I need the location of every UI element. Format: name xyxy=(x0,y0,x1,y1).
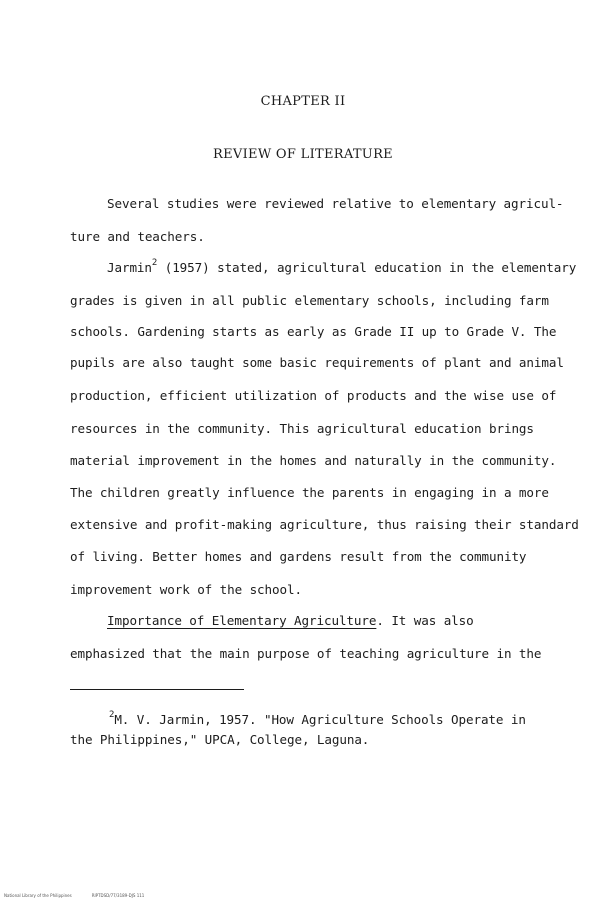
paragraph-1-line-2: ture and teachers. xyxy=(70,229,205,244)
archive-library-name: National Library of the Philippines xyxy=(4,893,72,898)
section-heading-importance: Importance of Elementary Agriculture xyxy=(107,613,377,628)
paragraph-3-line-1 xyxy=(107,613,474,628)
paragraph-2-line-4: pupils are also taught some basic requirements of plant and animal xyxy=(70,355,564,370)
paragraph-2-line-5: production, efficient utilization of products and the wise use of xyxy=(70,388,557,403)
chapter-title: CHAPTER II xyxy=(260,94,346,109)
footnote-mark: 2 xyxy=(109,710,115,720)
paragraph-2-line-1-text: (1957) stated, agricultural education in the elementary xyxy=(157,260,577,275)
footnote-reference-mark: 2 xyxy=(151,258,158,268)
paragraph-2-line-8: The children greatly influence the parents in engaging in a more xyxy=(70,485,549,500)
paragraph-2-line-7: material improvement in the homes and naturally in the community. xyxy=(70,453,557,468)
footnote-citation: M. V. Jarmin, 1957. "How Agriculture Schools Operate in xyxy=(114,712,526,727)
footnote-separator xyxy=(70,689,244,690)
archive-code: RIPTDSD/77/3189-DJS 111 xyxy=(91,893,145,898)
paragraph-2-line-1 xyxy=(107,260,576,275)
archive-footer xyxy=(4,893,144,898)
paragraph-2-line-2: grades is given in all public elementary schools, including farm xyxy=(70,293,549,308)
paragraph-2-line-3: schools. Gardening starts as early as Grade II up to Grade V. The xyxy=(70,324,557,339)
paragraph-3-line-1-text: It was also xyxy=(383,613,474,628)
paragraph-2-line-6: resources in the community. This agricultural education brings xyxy=(70,421,534,436)
paragraph-2-line-10: of living. Better homes and gardens result from the community xyxy=(70,549,527,564)
chapter-subtitle: REVIEW OF LITERATURE xyxy=(213,147,393,162)
paragraph-2-line-11: improvement work of the school. xyxy=(70,582,302,597)
author-name: Jarmin xyxy=(107,260,152,275)
footnote-line-1 xyxy=(109,712,526,727)
section-heading-period: . xyxy=(376,613,384,628)
paragraph-3-line-2: emphasized that the main purpose of teaching agriculture in the xyxy=(70,646,542,661)
footnote-line-2: the Philippines," UPCA, College, Laguna. xyxy=(70,732,370,747)
paragraph-1-line-1: Several studies were reviewed relative to elementary agricul- xyxy=(107,196,564,211)
paragraph-2-line-9: extensive and profit-making agriculture, thus raising their standard xyxy=(70,517,579,532)
